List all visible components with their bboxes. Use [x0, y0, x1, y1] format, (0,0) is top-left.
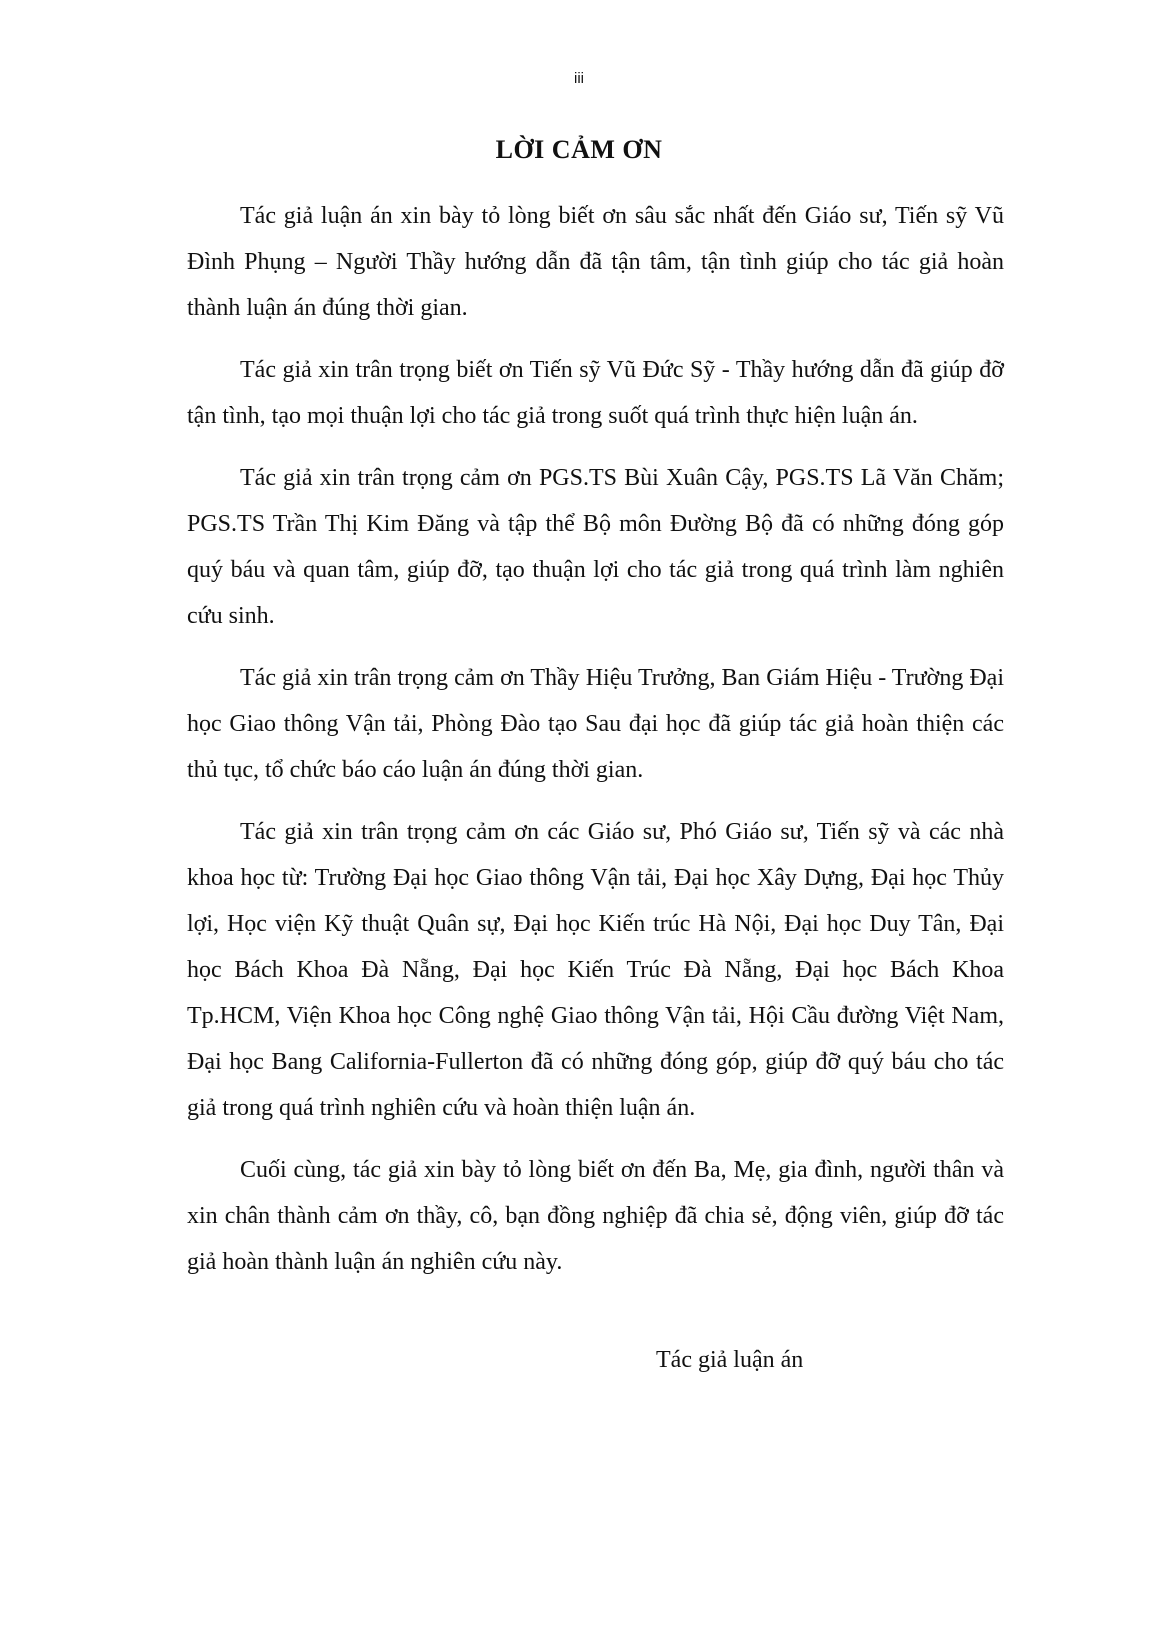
paragraph-family: Cuối cùng, tác giả xin bày tỏ lòng biết ơn đến Ba, Mẹ, gia đình, người thân và xin chân thành cảm ơn thầy, cô, bạn đồng nghiệp đã chia sẻ, động viên, giúp đỡ tác giả hoàn thành luận án nghiên cứu này.: [187, 1157, 1004, 1275]
paragraph-scholars: Tác giả xin trân trọng cảm ơn các Giáo sư, Phó Giáo sư, Tiến sỹ và các nhà khoa học từ: Trường Đại học Giao thông Vận tải, Đại học Xây Dựng, Đại học Thủy lợi, Học viện Kỹ thuật Quân sự, Đại học Kiến trúc Hà Nội, Đại học Duy Tân, Đại học Bách Khoa Đà Nẵng, Đại học Kiến Trúc Đà Nẵng, Đại học Bách Khoa Tp.HCM, Viện Khoa học Công nghệ Giao thông Vận tải, Hội Cầu đường Việt Nam, Đại học Bang California-Fullerton đã có những đóng góp, giúp đỡ quý báu cho tác giả trong quá trình nghiên cứu và hoàn thiện luận án.: [187, 819, 1004, 1121]
page-number: iii: [574, 70, 584, 87]
page-title: LỜI CẢM ƠN: [495, 135, 663, 164]
paragraph-department: Tác giả xin trân trọng cảm ơn PGS.TS Bùi Xuân Cậy, PGS.TS Lã Văn Chăm; PGS.TS Trần Thị Kim Đăng và tập thể Bộ môn Đường Bộ đã có những đóng góp quý báu và quan tâm, giúp đỡ, tạo thuận lợi cho tác giả trong quá trình làm nghiên cứu sinh.: [187, 465, 1004, 629]
acknowledgement-body: [187, 193, 1004, 1301]
paragraph-university: Tác giả xin trân trọng cảm ơn Thầy Hiệu Trưởng, Ban Giám Hiệu - Trường Đại học Giao thông Vận tải, Phòng Đào tạo Sau đại học đã giúp tác giả hoàn thiện các thủ tục, tổ chức báo cáo luận án đúng thời gian.: [187, 665, 1004, 783]
paragraph-co-advisor: Tác giả xin trân trọng biết ơn Tiến sỹ Vũ Đức Sỹ - Thầy hướng dẫn đã giúp đỡ tận tình, tạo mọi thuận lợi cho tác giả trong suốt quá trình thực hiện luận án.: [187, 357, 1004, 429]
signature: Tác giả luận án: [656, 1347, 804, 1373]
paragraph-advisor: Tác giả luận án xin bày tỏ lòng biết ơn sâu sắc nhất đến Giáo sư, Tiến sỹ Vũ Đình Phụng – Người Thầy hướng dẫn đã tận tâm, tận tình giúp cho tác giả hoàn thành luận án đúng thời gian.: [187, 203, 1004, 321]
